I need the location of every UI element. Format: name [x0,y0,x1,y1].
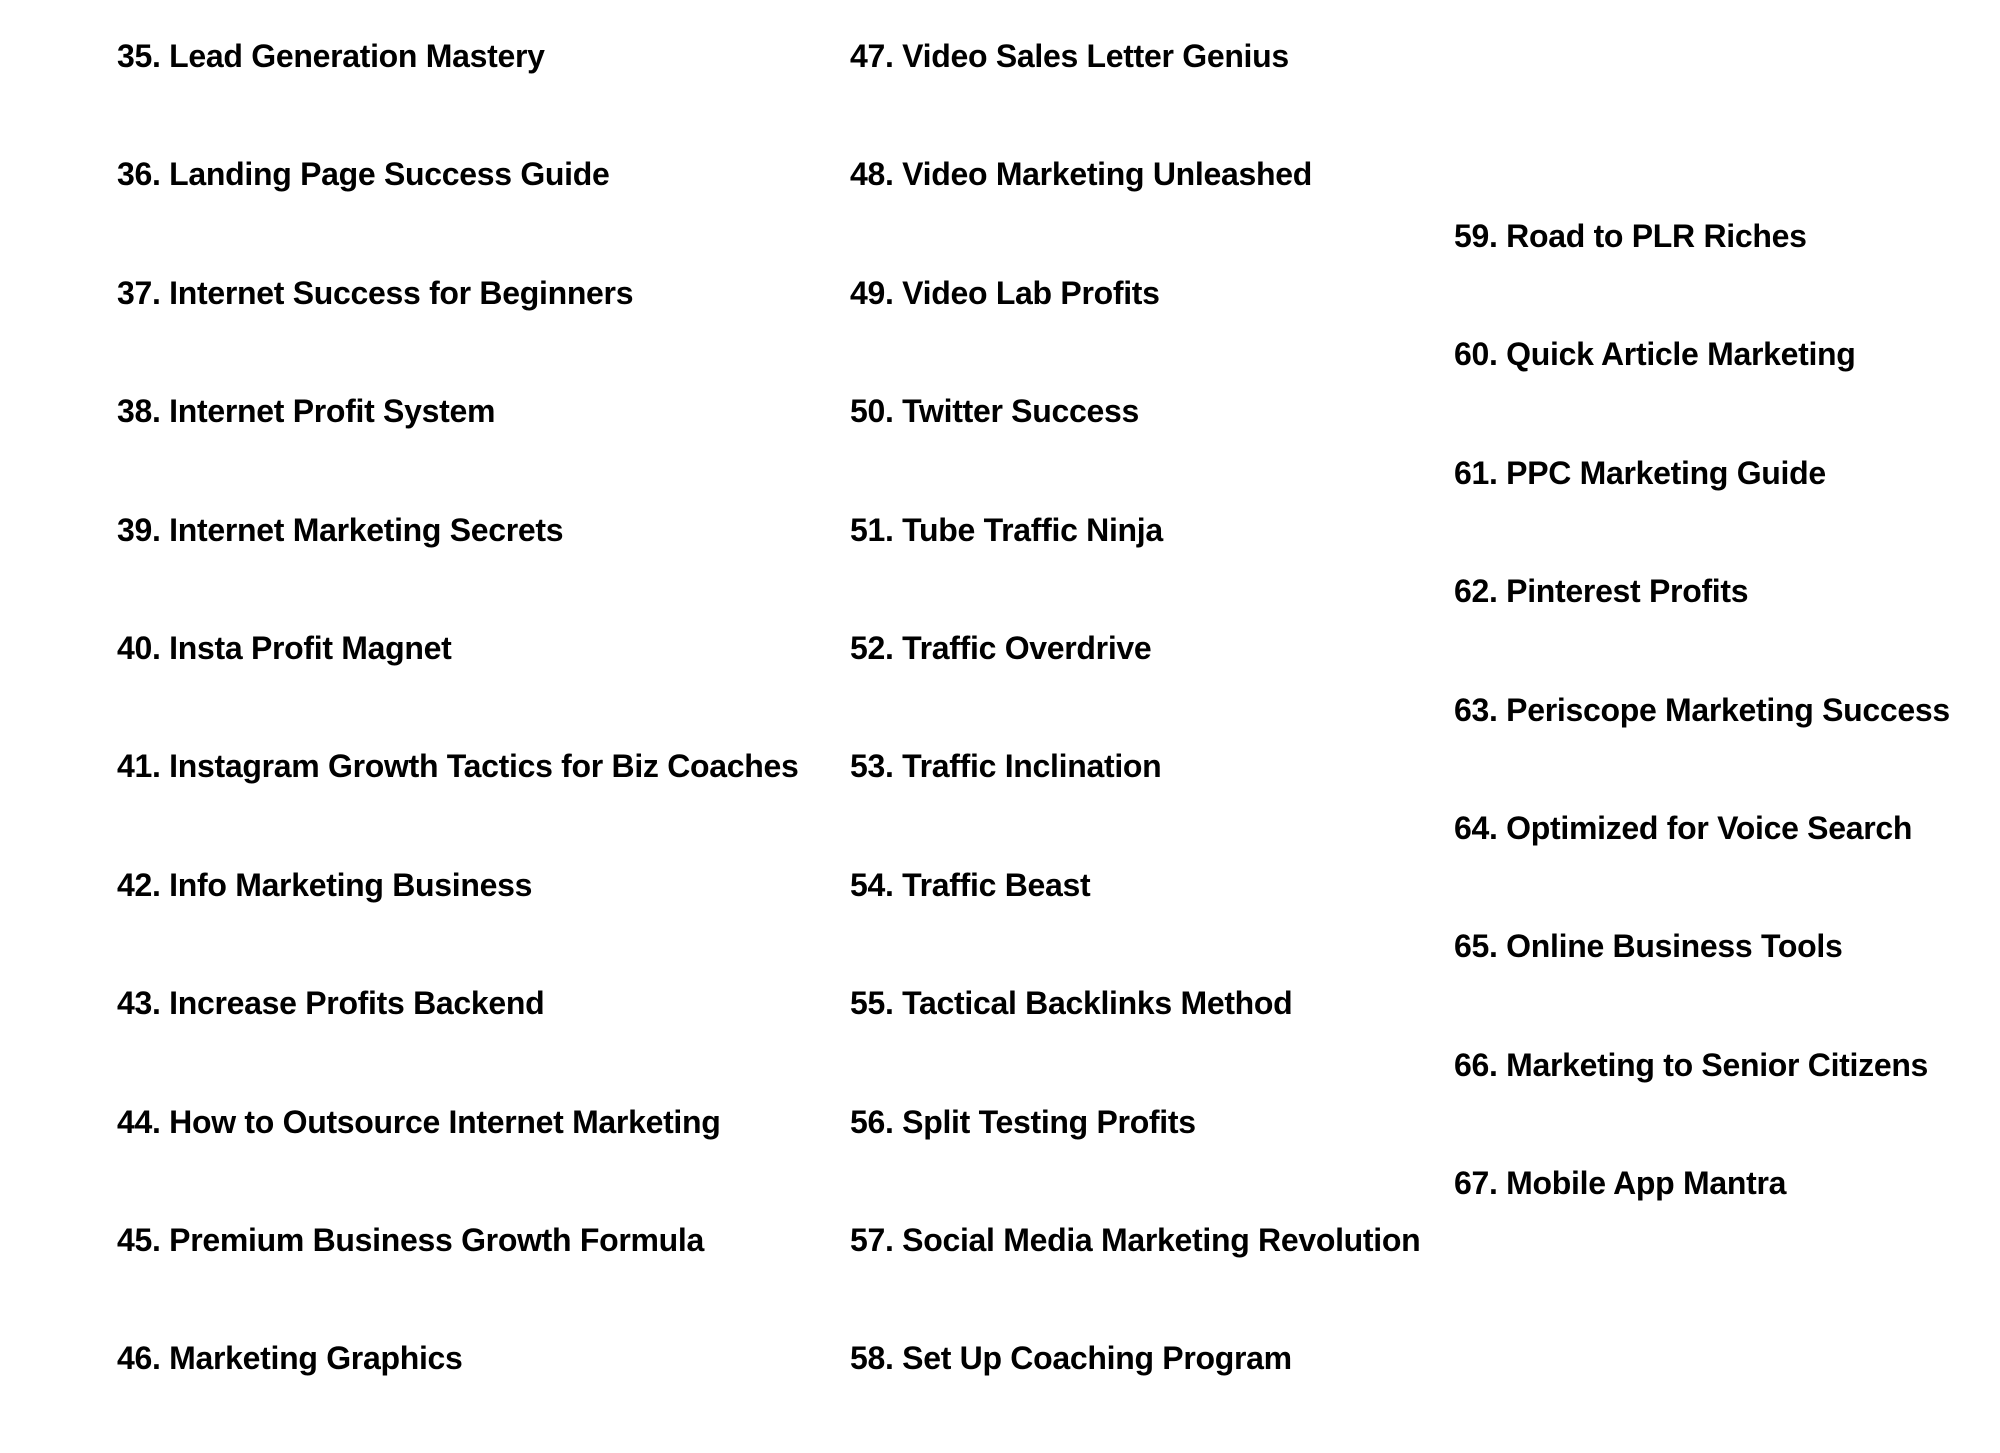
list-item: 36. Landing Page Success Guide [117,156,610,193]
list-column-1 [117,32,799,1453]
list-item: 51. Tube Traffic Ninja [850,511,1163,548]
list-item: 52. Traffic Overdrive [850,629,1152,666]
list-item: 50. Twitter Success [850,393,1139,430]
list-item: 43. Increase Profits Backend [117,985,545,1022]
list-item: 60. Quick Article Marketing [1454,336,1856,373]
list-item: 66. Marketing to Senior Citizens [1454,1046,1929,1083]
list-item: 41. Instagram Growth Tactics for Biz Coaches [117,748,799,785]
list-item: 45. Premium Business Growth Formula [117,1221,704,1258]
list-item: 59. Road to PLR Riches [1454,218,1807,254]
list-item: 37. Internet Success for Beginners [117,274,634,311]
list-item: 42. Info Marketing Business [117,866,533,903]
list-item: 44. How to Outsource Internet Marketing [117,1103,721,1140]
list-item: 64. Optimized for Voice Search [1454,809,1913,846]
list-item: 58. Set Up Coaching Program [850,1340,1292,1377]
list-item: 48. Video Marketing Unleashed [850,156,1312,193]
list-item: 46. Marketing Graphics [117,1340,463,1377]
list-item: 40. Insta Profit Magnet [117,629,452,666]
list-column-2 [850,32,1420,1453]
list-item: 53. Traffic Inclination [850,748,1162,785]
list-item: 54. Traffic Beast [850,866,1091,903]
list-item: 61. PPC Marketing Guide [1454,454,1826,491]
list-item: 39. Internet Marketing Secrets [117,511,564,548]
list-item: 67. Mobile App Mantra [1454,1165,1787,1202]
list-item: 47. Video Sales Letter Genius [850,38,1289,74]
list-item: 55. Tactical Backlinks Method [850,985,1293,1022]
list-item: 49. Video Lab Profits [850,274,1160,311]
list-item: 62. Pinterest Profits [1454,573,1749,610]
list-item: 35. Lead Generation Mastery [117,38,545,74]
list-item: 38. Internet Profit System [117,393,496,430]
list-item: 65. Online Business Tools [1454,928,1843,965]
list-column-3 [1454,212,1950,1278]
list-item: 63. Periscope Marketing Success [1454,691,1950,728]
list-item: 56. Split Testing Profits [850,1103,1196,1140]
list-item: 57. Social Media Marketing Revolution [850,1221,1421,1258]
